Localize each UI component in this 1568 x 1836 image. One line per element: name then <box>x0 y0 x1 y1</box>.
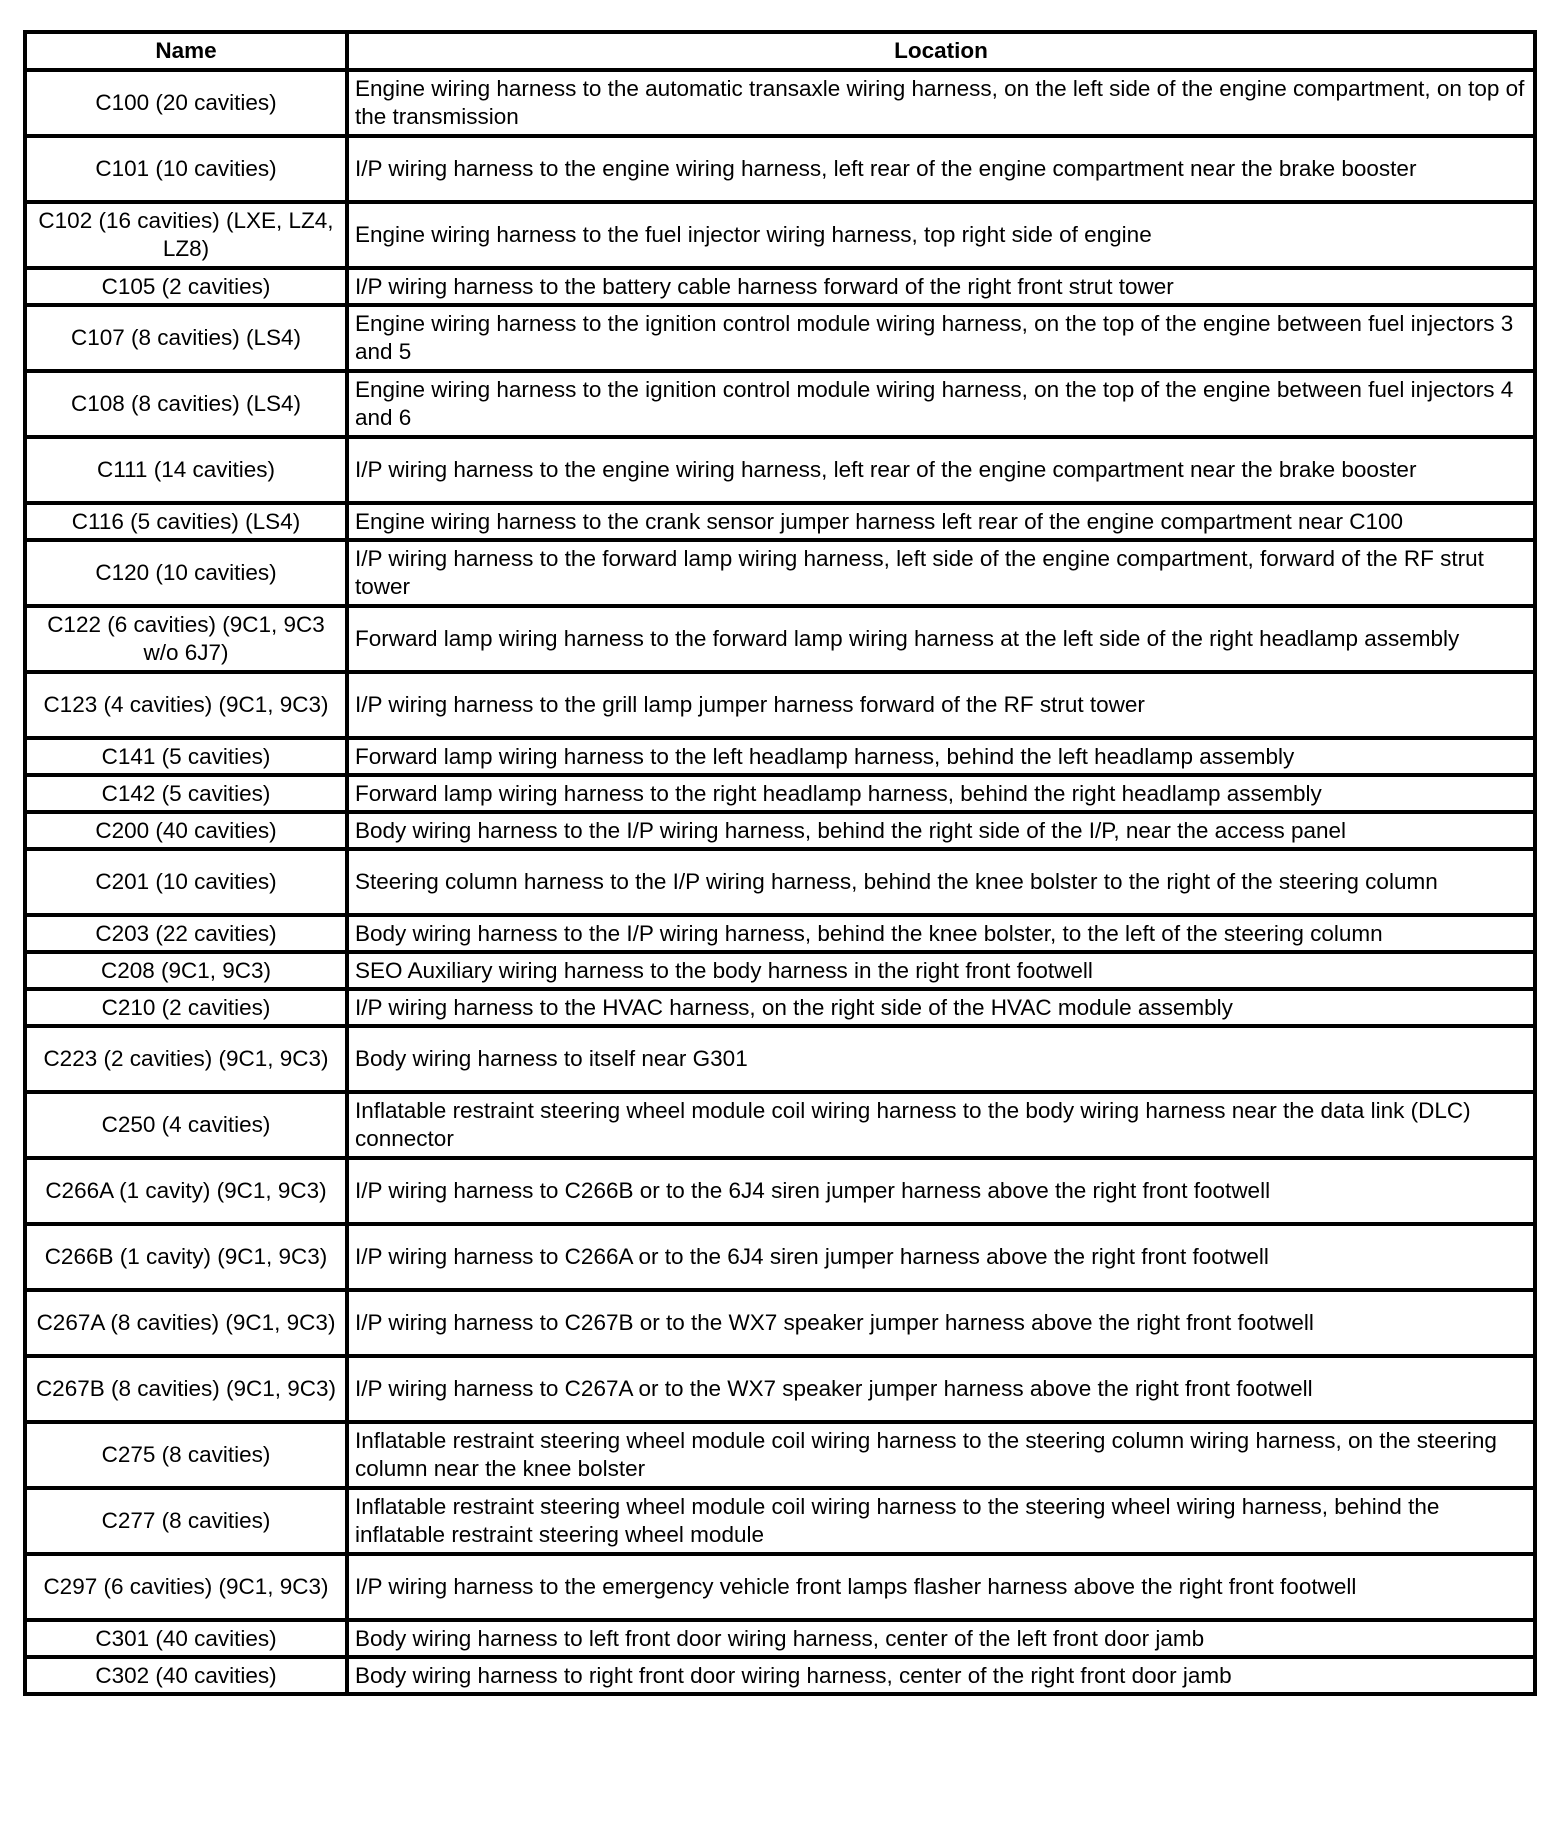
connector-location-cell: Steering column harness to the I/P wiring harness, behind the knee bolster to the right of the steering column <box>347 849 1535 915</box>
connector-name-cell: C102 (16 cavities) (LXE, LZ4, LZ8) <box>25 202 347 268</box>
connector-location-cell: Engine wiring harness to the crank sensor jumper harness left rear of the engine compartment near C100 <box>347 503 1535 540</box>
connector-location-cell: I/P wiring harness to C266B or to the 6J4 siren jumper harness above the right front footwell <box>347 1158 1535 1224</box>
connector-location-cell: I/P wiring harness to the grill lamp jumper harness forward of the RF strut tower <box>347 672 1535 738</box>
table-row <box>25 437 1535 503</box>
connector-location-cell: I/P wiring harness to C266A or to the 6J4 siren jumper harness above the right front footwell <box>347 1224 1535 1290</box>
connector-location-cell: Forward lamp wiring harness to the forward lamp wiring harness at the left side of the right headlamp assembly <box>347 606 1535 672</box>
table-row <box>25 540 1535 606</box>
connector-location-cell: Engine wiring harness to the ignition control module wiring harness, on the top of the engine between fuel injectors 4 and 6 <box>347 371 1535 437</box>
connector-location-cell: I/P wiring harness to the engine wiring harness, left rear of the engine compartment near the brake booster <box>347 136 1535 202</box>
connector-location-cell: I/P wiring harness to the HVAC harness, on the right side of the HVAC module assembly <box>347 989 1535 1026</box>
connector-name-cell: C267A (8 cavities) (9C1, 9C3) <box>25 1290 347 1356</box>
table-header-row <box>25 32 1535 70</box>
connector-name-cell: C210 (2 cavities) <box>25 989 347 1026</box>
table-row <box>25 849 1535 915</box>
connector-location-cell: Inflatable restraint steering wheel module coil wiring harness to the steering wheel wiring harness, behind the inflatable restraint steering wheel module <box>347 1488 1535 1554</box>
connector-name-cell: C275 (8 cavities) <box>25 1422 347 1488</box>
table-row <box>25 1620 1535 1657</box>
connector-name-cell: C108 (8 cavities) (LS4) <box>25 371 347 437</box>
table-row <box>25 1224 1535 1290</box>
connector-location-cell: I/P wiring harness to the forward lamp wiring harness, left side of the engine compartment, forward of the RF strut tower <box>347 540 1535 606</box>
table-row <box>25 1158 1535 1224</box>
connector-location-cell: Forward lamp wiring harness to the right headlamp harness, behind the right headlamp assembly <box>347 775 1535 812</box>
table-row <box>25 305 1535 371</box>
connector-name-cell: C105 (2 cavities) <box>25 268 347 305</box>
connector-name-cell: C297 (6 cavities) (9C1, 9C3) <box>25 1554 347 1620</box>
connector-name-cell: C200 (40 cavities) <box>25 812 347 849</box>
table-row <box>25 503 1535 540</box>
connector-name-cell: C250 (4 cavities) <box>25 1092 347 1158</box>
table-row <box>25 136 1535 202</box>
connector-location-cell: I/P wiring harness to the battery cable harness forward of the right front strut tower <box>347 268 1535 305</box>
connector-name-cell: C201 (10 cavities) <box>25 849 347 915</box>
connector-name-cell: C203 (22 cavities) <box>25 915 347 952</box>
table-row <box>25 1356 1535 1422</box>
connector-name-cell: C101 (10 cavities) <box>25 136 347 202</box>
connector-name-cell: C301 (40 cavities) <box>25 1620 347 1657</box>
connector-location-cell: Engine wiring harness to the automatic transaxle wiring harness, on the left side of the engine compartment, on top of the transmission <box>347 70 1535 136</box>
connector-location-cell: I/P wiring harness to C267B or to the WX7 speaker jumper harness above the right front footwell <box>347 1290 1535 1356</box>
table-row <box>25 1026 1535 1092</box>
table-row <box>25 1488 1535 1554</box>
connector-name-cell: C266B (1 cavity) (9C1, 9C3) <box>25 1224 347 1290</box>
connector-location-cell: Body wiring harness to the I/P wiring harness, behind the right side of the I/P, near the access panel <box>347 812 1535 849</box>
connector-name-cell: C266A (1 cavity) (9C1, 9C3) <box>25 1158 347 1224</box>
connector-name-cell: C122 (6 cavities) (9C1, 9C3 w/o 6J7) <box>25 606 347 672</box>
connector-location-cell: Inflatable restraint steering wheel module coil wiring harness to the body wiring harness near the data link (DLC) connector <box>347 1092 1535 1158</box>
connector-location-cell: Body wiring harness to left front door wiring harness, center of the left front door jamb <box>347 1620 1535 1657</box>
connector-location-cell: Body wiring harness to right front door wiring harness, center of the right front door jamb <box>347 1657 1535 1694</box>
table-row <box>25 202 1535 268</box>
connector-name-cell: C302 (40 cavities) <box>25 1657 347 1694</box>
table-row <box>25 738 1535 775</box>
connector-location-cell: Engine wiring harness to the ignition control module wiring harness, on the top of the engine between fuel injectors 3 and 5 <box>347 305 1535 371</box>
connector-name-cell: C208 (9C1, 9C3) <box>25 952 347 989</box>
table-row <box>25 812 1535 849</box>
table-row <box>25 672 1535 738</box>
table-row <box>25 1290 1535 1356</box>
connector-location-cell: Engine wiring harness to the fuel injector wiring harness, top right side of engine <box>347 202 1535 268</box>
table-row <box>25 70 1535 136</box>
table-row <box>25 915 1535 952</box>
table-row <box>25 371 1535 437</box>
column-header-name: Name <box>25 32 347 70</box>
connector-location-cell: Body wiring harness to the I/P wiring harness, behind the knee bolster, to the left of the steering column <box>347 915 1535 952</box>
connector-name-cell: C116 (5 cavities) (LS4) <box>25 503 347 540</box>
table-row <box>25 952 1535 989</box>
table-row <box>25 1554 1535 1620</box>
table-row <box>25 989 1535 1026</box>
connector-location-cell: I/P wiring harness to the engine wiring harness, left rear of the engine compartment near the brake booster <box>347 437 1535 503</box>
connector-name-cell: C142 (5 cavities) <box>25 775 347 812</box>
connector-name-cell: C267B (8 cavities) (9C1, 9C3) <box>25 1356 347 1422</box>
connector-location-cell: Forward lamp wiring harness to the left headlamp harness, behind the left headlamp assembly <box>347 738 1535 775</box>
connector-location-table <box>23 30 1537 1696</box>
connector-name-cell: C111 (14 cavities) <box>25 437 347 503</box>
connector-name-cell: C107 (8 cavities) (LS4) <box>25 305 347 371</box>
table-row <box>25 1657 1535 1694</box>
connector-name-cell: C223 (2 cavities) (9C1, 9C3) <box>25 1026 347 1092</box>
connector-location-cell: Inflatable restraint steering wheel module coil wiring harness to the steering column wiring harness, on the steering column near the knee bolster <box>347 1422 1535 1488</box>
table-row <box>25 1092 1535 1158</box>
table-row <box>25 775 1535 812</box>
table-row <box>25 1422 1535 1488</box>
connector-name-cell: C120 (10 cavities) <box>25 540 347 606</box>
table-row <box>25 606 1535 672</box>
table-row <box>25 268 1535 305</box>
connector-name-cell: C141 (5 cavities) <box>25 738 347 775</box>
connector-name-cell: C100 (20 cavities) <box>25 70 347 136</box>
connector-location-cell: I/P wiring harness to the emergency vehicle front lamps flasher harness above the right front footwell <box>347 1554 1535 1620</box>
connector-location-cell: I/P wiring harness to C267A or to the WX7 speaker jumper harness above the right front footwell <box>347 1356 1535 1422</box>
column-header-location: Location <box>347 32 1535 70</box>
table-body <box>25 70 1535 1694</box>
connector-location-cell: Body wiring harness to itself near G301 <box>347 1026 1535 1092</box>
connector-name-cell: C123 (4 cavities) (9C1, 9C3) <box>25 672 347 738</box>
connector-location-cell: SEO Auxiliary wiring harness to the body harness in the right front footwell <box>347 952 1535 989</box>
connector-name-cell: C277 (8 cavities) <box>25 1488 347 1554</box>
